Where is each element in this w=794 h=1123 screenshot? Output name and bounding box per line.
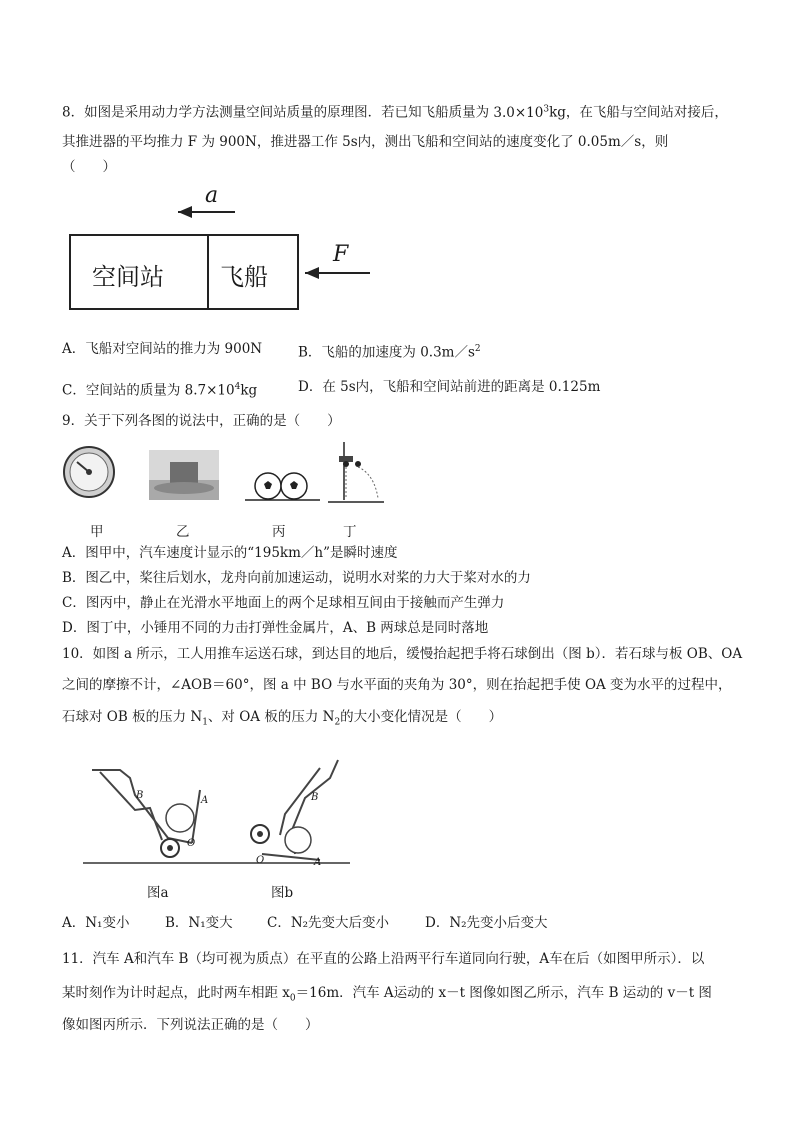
cart-figure-b [251,760,338,860]
q9-stem: 9．关于下列各图的说法中，正确的是（ ） [62,413,341,429]
q9-option-b[interactable]: B．图乙中，桨往后划水，龙舟向前加速运动，说明水对桨的力大于桨对水的力 [62,570,531,586]
q9-option-d[interactable]: D．图丁中，小锤用不同的力击打弹性金属片，A、B 两球总是同时落地 [62,620,489,636]
q8-space-station-label: 空间站 [92,263,164,291]
q10-option-c[interactable]: C．N₂先变大后变小 [267,915,390,931]
q9-label-yi: 乙 [176,524,190,540]
q11-line2: 某时刻作为计时起点，此时两车相距 $x_0=16m$．汽车 A运动的 x－t 图像如图乙所示，汽车 B 运动的 v－t 图 [62,985,712,1004]
force-arrow [305,267,370,279]
q9-option-c[interactable]: C．图丙中，静止在光滑水平地面上的两个足球相互间由于接触而产生弹力 [62,595,505,611]
q10-line1: 10．如图 a 所示，工人用推车运送石球，到达目的地后，缓慢抬起把手将石球倒出（图 b）．若石球与板 OB、OA [62,646,743,662]
speedometer-image [64,447,114,497]
q9-label-jia: 甲 [90,524,104,540]
q8-option-b[interactable]: B．飞船的加速度为 $0.3m/s^2$ [298,344,481,361]
q10-fig-a-label-a: A [201,795,209,806]
q8-line1 [62,100,728,122]
q8-option-d[interactable]: D．在 5s内，飞船和空间站前进的距离是 0.125m [298,379,601,395]
q10-fig-a-label-b: B [136,790,144,801]
q10-fig-b-label-a: A [314,857,322,868]
q8-a-label: a [205,183,219,208]
q10-option-a[interactable]: A．N₁变小 [62,915,130,931]
q9-figures [62,440,392,510]
q8-mass-unit: kg，在飞船与空间站对接后， [549,104,728,121]
q8-line3: （ ） [62,159,116,175]
q9-label-bing: 丙 [272,524,286,540]
q10-caption-a: 图a [147,885,169,901]
dragon-boat-image [149,450,219,500]
cart-figure-a [92,770,200,857]
q10-fig-a-label-o: O [187,838,196,849]
q8-option-a[interactable]: A．飞船对空间站的推力为 900N [62,341,263,357]
hammer-experiment-image [328,442,384,502]
q9-label-ding: 丁 [343,524,357,540]
q8-mass-value: $3.0\times 10^3$ [493,104,550,121]
q8-option-c[interactable]: C．空间站的质量为 $8.7\times 10^4kg$ [62,382,258,399]
footballs-image [245,473,320,500]
q9-option-a[interactable]: A．图甲中，汽车速度计显示的“195km／h”是瞬时速度 [62,545,398,561]
q10-option-b[interactable]: B．N₁变大 [165,915,233,931]
q10-line3: 石球对 OB 板的压力 $N_1$、对 OA 板的压力 $N_2$的大小变化情况是（ ） [62,709,503,728]
q8-line1-text: 8．如图是采用动力学方法测量空间站质量的原理图．若已知飞船质量为 [62,104,490,121]
q11-line3: 像如图丙所示．下列说法正确的是（ ） [62,1017,319,1033]
q10-fig-b-label-o: O [256,855,265,866]
q10-figure [80,750,355,870]
q8-figure [60,185,380,315]
q8-line2: 其推进器的平均推力 F 为 900N，推进器工作 5s内，测出飞船和空间站的速度变化了 0.05m／s，则 [62,134,669,150]
q10-option-d[interactable]: D．N₂先变小后变大 [425,915,548,931]
q10-line2: 之间的摩擦不计，∠AOB＝60°，图 a 中 BO 与水平面的夹角为 30°，则在抬起把手使 OA 变为水平的过程中， [62,677,732,693]
q11-line1: 11．汽车 A和汽车 B（均可视为质点）在平直的公路上沿两平行车道同向行驶，A车在后（如图甲所示）．以 [62,951,705,967]
q10-caption-b: 图b [271,885,294,901]
q8-f-label: F [333,242,349,267]
q10-fig-b-label-b: B [311,792,319,803]
q8-spaceship-label: 飞船 [220,263,268,291]
